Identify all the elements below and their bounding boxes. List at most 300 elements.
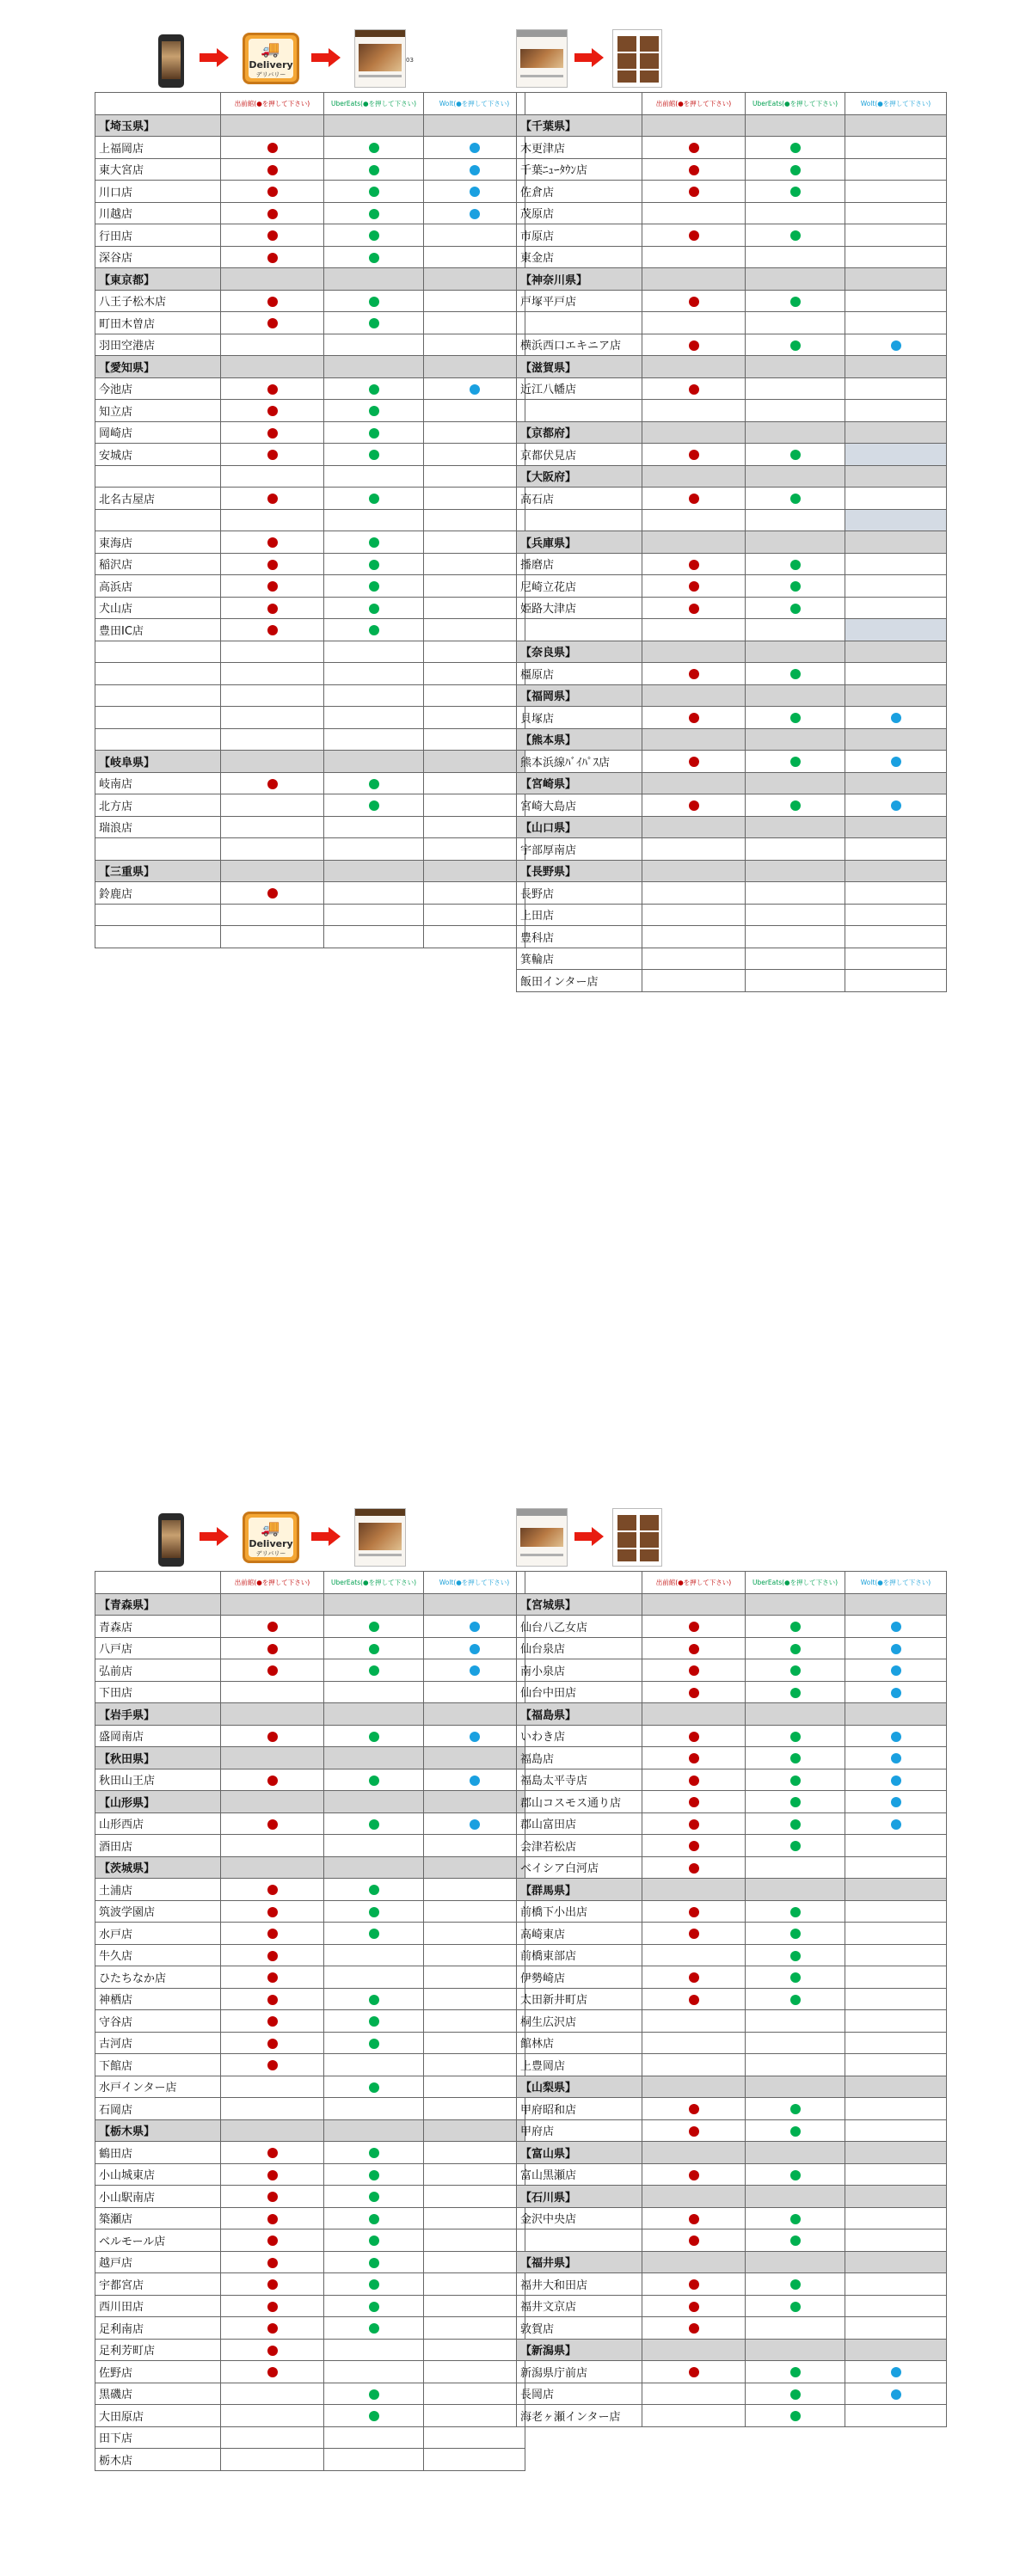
prefecture-header-row — [95, 1791, 525, 1813]
ubereats-order-dot[interactable] — [790, 800, 801, 811]
ubereats-order-dot[interactable] — [790, 1995, 801, 2005]
service-cell — [746, 794, 845, 817]
ubereats-order-dot[interactable] — [790, 297, 801, 307]
wolt-order-dot[interactable] — [470, 187, 480, 197]
ubereats-order-dot[interactable] — [790, 2170, 801, 2180]
service-cell — [221, 356, 324, 378]
service-cell — [221, 224, 324, 247]
ubereats-order-dot[interactable] — [790, 1797, 801, 1807]
service-cell — [642, 2295, 746, 2317]
demae-order-dot[interactable] — [267, 494, 278, 504]
service-cell — [845, 904, 947, 926]
ubereats-order-dot[interactable] — [369, 1665, 379, 1676]
demae-order-dot[interactable] — [267, 537, 278, 548]
demae-order-dot[interactable] — [267, 165, 278, 175]
ubereats-order-dot[interactable] — [369, 209, 379, 219]
demae-order-dot[interactable] — [267, 2060, 278, 2070]
ubereats-order-dot[interactable] — [790, 669, 801, 679]
ubereats-order-dot[interactable] — [790, 757, 801, 767]
service-cell — [746, 465, 845, 488]
demae-order-dot[interactable] — [689, 1863, 699, 1874]
demae-order-dot[interactable] — [267, 2346, 278, 2356]
service-cell — [424, 663, 525, 685]
wolt-order-dot[interactable] — [470, 1644, 480, 1654]
service-cell — [746, 1616, 845, 1638]
demae-order-dot[interactable] — [267, 1885, 278, 1895]
demae-order-dot[interactable] — [689, 1665, 699, 1676]
wolt-order-dot[interactable] — [891, 713, 901, 723]
ubereats-order-dot[interactable] — [369, 537, 379, 548]
ubereats-order-dot[interactable] — [369, 2323, 379, 2334]
ubereats-order-dot[interactable] — [369, 318, 379, 328]
demae-order-dot[interactable] — [689, 2367, 699, 2377]
service-cell — [424, 531, 525, 554]
wolt-order-dot[interactable] — [470, 143, 480, 153]
ubereats-order-dot[interactable] — [369, 1929, 379, 1939]
demae-order-dot[interactable] — [267, 2258, 278, 2268]
ubereats-order-dot[interactable] — [790, 713, 801, 723]
service-cell — [424, 2229, 525, 2252]
demae-order-dot[interactable] — [267, 1995, 278, 2005]
ubereats-order-dot[interactable] — [369, 230, 379, 241]
demae-order-dot[interactable] — [689, 560, 699, 570]
prefecture-header-row — [517, 2142, 947, 2164]
service-cell — [221, 597, 324, 619]
ubereats-order-dot[interactable] — [790, 560, 801, 570]
ubereats-order-dot[interactable] — [790, 1753, 801, 1763]
demae-order-dot[interactable] — [267, 1907, 278, 1917]
demae-order-dot[interactable] — [267, 2214, 278, 2224]
store-name: いわき店 — [517, 1725, 642, 1747]
store-name: 足利芳町店 — [95, 2339, 221, 2361]
service-cell — [746, 158, 845, 181]
ubereats-order-dot[interactable] — [790, 2367, 801, 2377]
ubereats-order-dot[interactable] — [790, 1688, 801, 1698]
demae-order-dot[interactable] — [689, 1644, 699, 1654]
demae-order-dot[interactable] — [267, 209, 278, 219]
service-cell — [424, 575, 525, 598]
service-cell — [746, 202, 845, 224]
table-row — [95, 553, 525, 575]
prefecture-label: 【長野県】 — [517, 860, 642, 882]
service-cell — [424, 1725, 525, 1747]
service-cell — [424, 2426, 525, 2449]
service-cell — [845, 2032, 947, 2054]
demae-order-dot[interactable] — [267, 2279, 278, 2290]
wolt-order-dot[interactable] — [470, 1819, 480, 1830]
demae-order-dot[interactable] — [267, 1644, 278, 1654]
demae-order-dot[interactable] — [689, 143, 699, 153]
ubereats-order-dot[interactable] — [790, 1776, 801, 1786]
store-name: 北名古屋店 — [95, 488, 221, 510]
service-cell — [746, 290, 845, 312]
ubereats-order-dot[interactable] — [790, 2214, 801, 2224]
ubereats-order-dot[interactable] — [369, 560, 379, 570]
service-cell — [642, 2119, 746, 2142]
demae-order-dot[interactable] — [267, 318, 278, 328]
demae-order-dot[interactable] — [689, 604, 699, 614]
demae-order-dot[interactable] — [689, 2302, 699, 2312]
service-cell — [324, 2186, 424, 2208]
demae-order-dot[interactable] — [267, 779, 278, 789]
ubereats-order-dot[interactable] — [369, 1622, 379, 1632]
service-cell — [221, 1637, 324, 1659]
demae-order-dot[interactable] — [267, 2236, 278, 2246]
ubereats-order-dot[interactable] — [369, 1644, 379, 1654]
ubereats-order-dot[interactable] — [369, 2411, 379, 2421]
service-cell — [424, 2207, 525, 2229]
demae-order-dot[interactable] — [267, 1732, 278, 1742]
store-name: 海老ヶ瀬インター店 — [517, 2405, 642, 2427]
demae-order-dot[interactable] — [689, 340, 699, 351]
table-row — [95, 312, 525, 334]
wolt-order-dot[interactable] — [891, 757, 901, 767]
demae-order-dot[interactable] — [689, 669, 699, 679]
wolt-order-dot[interactable] — [891, 1665, 901, 1676]
service-cell — [424, 1616, 525, 1638]
ubereats-order-dot[interactable] — [790, 2389, 801, 2400]
store-table-right — [516, 92, 947, 992]
demae-order-dot[interactable] — [267, 2039, 278, 2049]
wolt-order-dot[interactable] — [470, 209, 480, 219]
service-cell — [845, 356, 947, 378]
header-store — [95, 93, 221, 115]
wolt-order-dot[interactable] — [891, 1819, 901, 1830]
service-cell — [845, 2229, 947, 2252]
service-cell — [424, 1900, 525, 1923]
ubereats-order-dot[interactable] — [369, 1819, 379, 1830]
wolt-order-dot[interactable] — [891, 2389, 901, 2400]
ubereats-order-dot[interactable] — [790, 604, 801, 614]
ubereats-order-dot[interactable] — [369, 2214, 379, 2224]
demae-order-dot[interactable] — [689, 230, 699, 241]
service-cell — [324, 2054, 424, 2076]
table-row — [95, 1681, 525, 1703]
store-name: 牛久店 — [95, 1944, 221, 1966]
table-row — [517, 2273, 947, 2296]
service-cell — [642, 641, 746, 663]
ubereats-order-dot[interactable] — [369, 2279, 379, 2290]
ubereats-order-dot[interactable] — [369, 2148, 379, 2158]
demae-order-dot[interactable] — [689, 1688, 699, 1698]
wolt-order-dot[interactable] — [470, 1732, 480, 1742]
order-flow-illustration — [0, 1479, 1032, 1573]
demae-order-dot[interactable] — [267, 253, 278, 263]
demae-order-dot[interactable] — [689, 494, 699, 504]
ubereats-order-dot[interactable] — [790, 2104, 801, 2114]
demae-order-dot[interactable] — [267, 1665, 278, 1676]
store-name: 川越店 — [95, 202, 221, 224]
table-row — [517, 400, 947, 422]
wolt-order-dot[interactable] — [891, 2367, 901, 2377]
ubereats-order-dot[interactable] — [369, 2389, 379, 2400]
demae-order-dot[interactable] — [689, 1622, 699, 1632]
ubereats-order-dot[interactable] — [369, 384, 379, 395]
service-cell — [424, 137, 525, 159]
service-cell — [642, 860, 746, 882]
service-cell — [424, 158, 525, 181]
demae-order-dot[interactable] — [689, 1776, 699, 1786]
demae-order-dot[interactable] — [689, 1972, 699, 1983]
ubereats-order-dot[interactable] — [369, 581, 379, 592]
service-cell — [221, 1835, 324, 1857]
demae-order-dot[interactable] — [267, 1819, 278, 1830]
ubereats-order-dot[interactable] — [369, 406, 379, 416]
demae-order-dot[interactable] — [267, 187, 278, 197]
ubereats-order-dot[interactable] — [369, 2016, 379, 2027]
wolt-order-dot[interactable] — [470, 1665, 480, 1676]
service-cell — [746, 948, 845, 970]
service-cell — [845, 2339, 947, 2361]
demae-order-dot[interactable] — [689, 1841, 699, 1851]
demae-order-dot[interactable] — [689, 581, 699, 592]
ubereats-order-dot[interactable] — [369, 2170, 379, 2180]
demae-order-dot[interactable] — [689, 1753, 699, 1763]
demae-order-dot[interactable] — [689, 2214, 699, 2224]
service-cell — [845, 926, 947, 948]
ubereats-order-dot[interactable] — [369, 143, 379, 153]
wolt-order-dot[interactable] — [470, 384, 480, 395]
wolt-order-dot[interactable] — [891, 1688, 901, 1698]
demae-order-dot[interactable] — [267, 230, 278, 241]
table-row — [95, 2383, 525, 2405]
service-cell — [324, 816, 424, 838]
demae-order-dot[interactable] — [689, 187, 699, 197]
table-row — [95, 1769, 525, 1791]
ubereats-order-dot[interactable] — [369, 1776, 379, 1786]
service-cell — [324, 268, 424, 291]
demae-order-dot[interactable] — [267, 2367, 278, 2377]
demae-order-dot[interactable] — [689, 2170, 699, 2180]
store-name: 橿原店 — [517, 663, 642, 685]
service-cell — [746, 268, 845, 291]
demae-order-dot[interactable] — [689, 757, 699, 767]
service-cell — [324, 1944, 424, 1966]
demae-order-dot[interactable] — [689, 1995, 699, 2005]
ubereats-order-dot[interactable] — [369, 450, 379, 460]
ubereats-order-dot[interactable] — [790, 340, 801, 351]
ubereats-order-dot[interactable] — [790, 165, 801, 175]
ubereats-order-dot[interactable] — [790, 1644, 801, 1654]
ubereats-order-dot[interactable] — [369, 2236, 379, 2246]
ubereats-order-dot[interactable] — [790, 1972, 801, 1983]
ubereats-order-dot[interactable] — [369, 625, 379, 635]
ubereats-order-dot[interactable] — [369, 2192, 379, 2202]
service-cell — [424, 488, 525, 510]
demae-order-dot[interactable] — [689, 800, 699, 811]
table-row — [95, 2317, 525, 2340]
table-row — [95, 290, 525, 312]
ubereats-order-dot[interactable] — [790, 2279, 801, 2290]
ubereats-order-dot[interactable] — [790, 187, 801, 197]
ubereats-order-dot[interactable] — [790, 1841, 801, 1851]
store-name: 築瀬店 — [95, 2207, 221, 2229]
service-cell — [424, 2142, 525, 2164]
wolt-order-dot[interactable] — [470, 1776, 480, 1786]
service-cell — [642, 1900, 746, 1923]
wolt-order-dot[interactable] — [891, 1753, 901, 1763]
demae-order-dot[interactable] — [689, 384, 699, 395]
store-name: 高崎東店 — [517, 1923, 642, 1945]
ubereats-order-dot[interactable] — [369, 253, 379, 263]
ubereats-order-dot[interactable] — [790, 1732, 801, 1742]
demae-order-dot[interactable] — [267, 450, 278, 460]
delivery-logo-subtext: デリバリー — [255, 71, 286, 78]
ubereats-order-dot[interactable] — [790, 2236, 801, 2246]
demae-order-dot[interactable] — [267, 888, 278, 899]
prefecture-header-row — [517, 465, 947, 488]
table-row — [95, 2273, 525, 2296]
demae-order-dot[interactable] — [689, 1819, 699, 1830]
wolt-order-dot[interactable] — [891, 1797, 901, 1807]
wolt-order-dot[interactable] — [891, 800, 901, 811]
demae-order-dot[interactable] — [689, 1797, 699, 1807]
demae-order-dot[interactable] — [267, 1622, 278, 1632]
ubereats-order-dot[interactable] — [369, 2258, 379, 2268]
service-cell — [221, 2383, 324, 2405]
store-name: 敦賀店 — [517, 2317, 642, 2340]
demae-order-dot[interactable] — [689, 450, 699, 460]
store-name: 宇部厚南店 — [517, 838, 642, 861]
service-cell — [746, 1966, 845, 1989]
store-name: 茂原店 — [517, 202, 642, 224]
service-cell — [845, 2251, 947, 2273]
prefecture-header-row — [517, 421, 947, 444]
ubereats-order-dot[interactable] — [790, 2411, 801, 2421]
service-cell — [324, 444, 424, 466]
service-cell — [845, 1856, 947, 1879]
demae-order-dot[interactable] — [267, 143, 278, 153]
demae-order-dot[interactable] — [267, 1972, 278, 1983]
ubereats-order-dot[interactable] — [369, 604, 379, 614]
demae-order-dot[interactable] — [689, 2323, 699, 2334]
demae-order-dot[interactable] — [267, 384, 278, 395]
service-cell — [746, 1659, 845, 1682]
ubereats-order-dot[interactable] — [369, 2082, 379, 2093]
demae-order-dot[interactable] — [267, 428, 278, 439]
demae-order-dot[interactable] — [267, 2170, 278, 2180]
demae-order-dot[interactable] — [689, 2104, 699, 2114]
ubereats-order-dot[interactable] — [790, 1907, 801, 1917]
ubereats-order-dot[interactable] — [369, 1907, 379, 1917]
wolt-order-dot[interactable] — [891, 1622, 901, 1632]
service-cell — [746, 1747, 845, 1769]
wolt-order-dot[interactable] — [891, 1732, 901, 1742]
service-cell — [845, 751, 947, 773]
service-cell — [642, 400, 746, 422]
service-cell — [324, 2207, 424, 2229]
ubereats-order-dot[interactable] — [369, 1885, 379, 1895]
demae-order-dot[interactable] — [689, 1732, 699, 1742]
demae-order-dot[interactable] — [267, 1951, 278, 1961]
ubereats-order-dot[interactable] — [790, 494, 801, 504]
store-name: 太田新井町店 — [517, 1988, 642, 2010]
ubereats-order-dot[interactable] — [790, 1622, 801, 1632]
demae-order-dot[interactable] — [267, 2016, 278, 2027]
service-cell — [424, 2163, 525, 2186]
demae-order-dot[interactable] — [267, 2302, 278, 2312]
demae-order-dot[interactable] — [267, 2192, 278, 2202]
wolt-order-dot[interactable] — [891, 1644, 901, 1654]
ubereats-order-dot[interactable] — [790, 581, 801, 592]
ubereats-order-dot[interactable] — [790, 1665, 801, 1676]
demae-order-dot[interactable] — [267, 581, 278, 592]
store-name: 横浜西口エキニア店 — [517, 334, 642, 356]
ubereats-order-dot[interactable] — [369, 1732, 379, 1742]
service-cell — [424, 312, 525, 334]
service-cell — [324, 2426, 424, 2449]
ubereats-order-dot[interactable] — [369, 1995, 379, 2005]
ubereats-order-dot[interactable] — [790, 2302, 801, 2312]
demae-order-dot[interactable] — [689, 1907, 699, 1917]
ubereats-order-dot[interactable] — [369, 2039, 379, 2049]
prefecture-header-row — [95, 1703, 525, 1726]
ubereats-order-dot[interactable] — [369, 187, 379, 197]
demae-order-dot[interactable] — [267, 297, 278, 307]
wolt-order-dot[interactable] — [470, 165, 480, 175]
store-name: 足利南店 — [95, 2317, 221, 2340]
ubereats-order-dot[interactable] — [790, 1819, 801, 1830]
demae-order-dot[interactable] — [267, 1776, 278, 1786]
demae-order-dot[interactable] — [267, 625, 278, 635]
store-name — [517, 509, 642, 531]
demae-order-dot[interactable] — [267, 1929, 278, 1939]
ubereats-order-dot[interactable] — [369, 297, 379, 307]
demae-order-dot[interactable] — [689, 2236, 699, 2246]
demae-order-dot[interactable] — [689, 297, 699, 307]
service-cell — [746, 2207, 845, 2229]
demae-order-dot[interactable] — [689, 165, 699, 175]
store-name: 宮崎大島店 — [517, 794, 642, 817]
ubereats-order-dot[interactable] — [790, 143, 801, 153]
ubereats-order-dot[interactable] — [369, 2302, 379, 2312]
ubereats-order-dot[interactable] — [790, 1951, 801, 1961]
demae-order-dot[interactable] — [689, 1929, 699, 1939]
service-cell — [845, 246, 947, 268]
store-name: 行田店 — [95, 224, 221, 247]
demae-order-dot[interactable] — [267, 604, 278, 614]
demae-order-dot[interactable] — [267, 560, 278, 570]
ubereats-order-dot[interactable] — [790, 1929, 801, 1939]
demae-order-dot[interactable] — [267, 2148, 278, 2158]
service-cell — [324, 575, 424, 598]
prefecture-label: 【山口県】 — [517, 816, 642, 838]
ubereats-order-dot[interactable] — [369, 428, 379, 439]
service-cell — [424, 1966, 525, 1989]
ubereats-order-dot[interactable] — [369, 800, 379, 811]
ubereats-order-dot[interactable] — [790, 230, 801, 241]
ubereats-order-dot[interactable] — [369, 165, 379, 175]
demae-order-dot[interactable] — [689, 2279, 699, 2290]
ubereats-order-dot[interactable] — [790, 450, 801, 460]
demae-order-dot[interactable] — [689, 2126, 699, 2137]
ubereats-order-dot[interactable] — [790, 2126, 801, 2137]
demae-order-dot[interactable] — [267, 2323, 278, 2334]
wolt-order-dot[interactable] — [470, 1622, 480, 1632]
service-cell — [642, 1988, 746, 2010]
service-cell — [221, 2207, 324, 2229]
demae-order-dot[interactable] — [689, 713, 699, 723]
wolt-order-dot[interactable] — [891, 340, 901, 351]
demae-order-dot[interactable] — [267, 406, 278, 416]
ubereats-order-dot[interactable] — [369, 779, 379, 789]
service-cell — [845, 575, 947, 598]
service-cell — [324, 290, 424, 312]
service-cell — [746, 2229, 845, 2252]
ubereats-order-dot[interactable] — [369, 494, 379, 504]
wolt-order-dot[interactable] — [891, 1776, 901, 1786]
service-cell — [845, 553, 947, 575]
